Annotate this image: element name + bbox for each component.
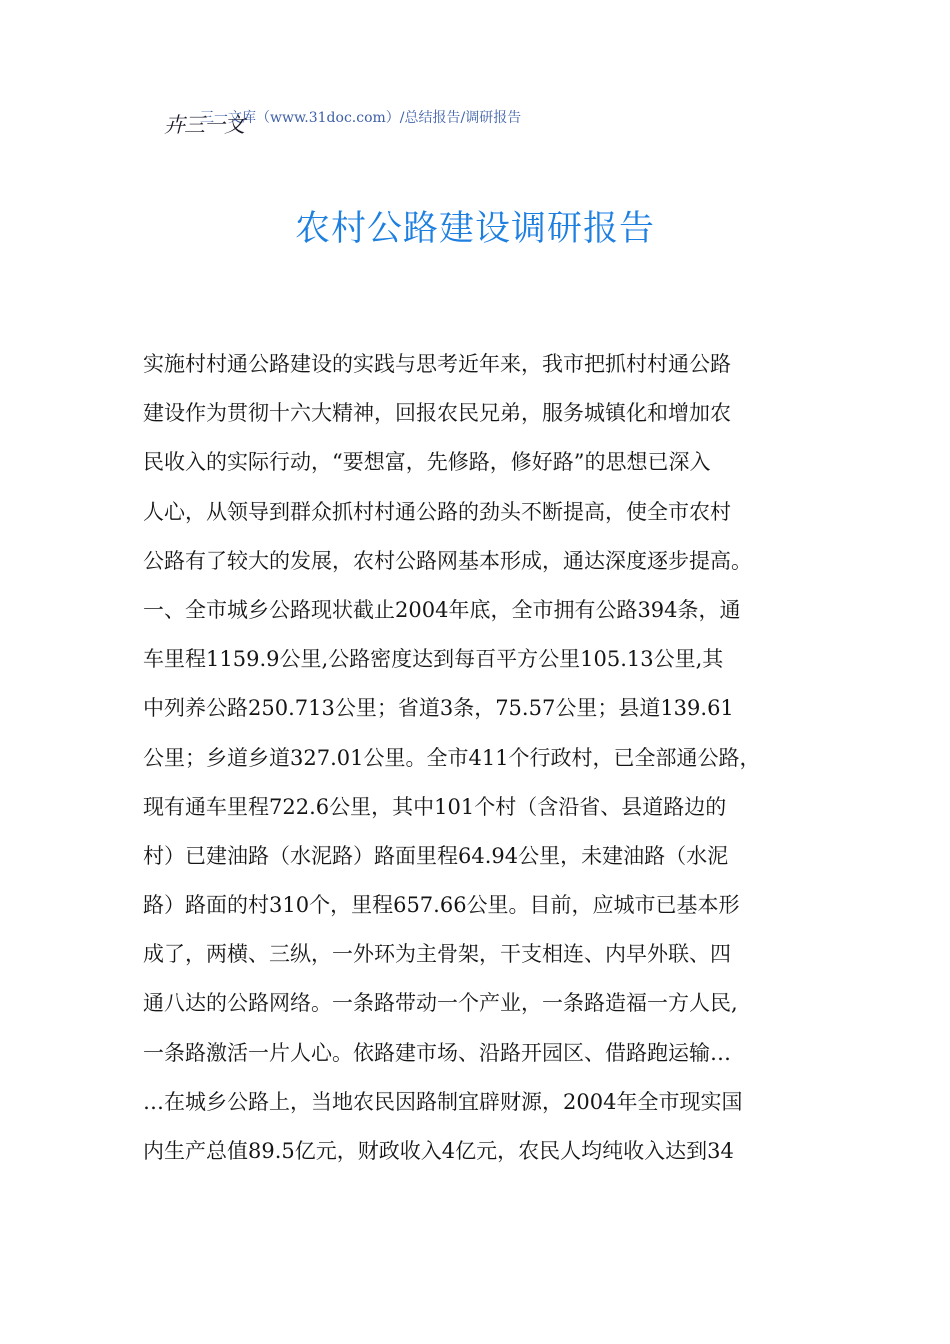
body-line: 一、全市城乡公路现状截止2004年底，全市拥有公路394条，通: [143, 597, 741, 622]
document-title: 农村公路建设调研报告: [294, 209, 655, 249]
body-line: 路）路面的村310个，里程657.66公里。目前，应城市已基本形: [143, 893, 740, 918]
body-line: 村）已建油路（水泥路）路面里程64.94公里，未建油路（水泥: [143, 843, 729, 868]
body-line: …在城乡公路上，当地农民因路制宜辟财源，2004年全市现实国: [143, 1089, 743, 1114]
body-line: 中列养公路250.713公里；省道3条，75.57公里；县道139.61: [143, 696, 734, 721]
body-line: 成了，两横、三纵，一外环为主骨架，干支相连、内早外联、四: [143, 942, 731, 967]
body-line: 人心，从领导到群众抓村村通公路的劲头不断提高，使全市农村: [143, 499, 731, 524]
body-line: 现有通车里程722.6公里，其中101个村（含沿省、县道路边的: [143, 794, 727, 819]
body-line: 一条路激活一片人心。依路建市场、沿路开园区、借路跑运输…: [143, 1040, 731, 1065]
body-line: 内生产总值89.5亿元，财政收入4亿元，农民人均纯收入达到34: [143, 1139, 734, 1163]
document-body: [143, 340, 823, 1176]
body-line: 建设作为贯彻十六大精神，回报农民兄弟，服务城镇化和增加农: [143, 401, 731, 426]
body-line: 公路有了较大的发展，农村公路网基本形成，通达深度逐步提高。: [143, 548, 752, 573]
body-line: 公里；乡道乡道327.01公里。全市411个行政村，已全部通公路，: [143, 745, 761, 770]
body-line: 实施村村通公路建设的实践与思考近年来，我市把抓村村通公路: [143, 352, 731, 376]
site-logo: 卉三一文: [164, 113, 244, 137]
breadcrumb[interactable]: 三一文库（www.31doc.com）/总结报告/调研报告: [200, 110, 522, 126]
body-line: 通八达的公路网络。一条路带动一个产业，一条路造福一方人民,: [143, 991, 738, 1016]
body-line: 民收入的实际行动，“要想富，先修路，修好路”的思想已深入: [143, 450, 711, 475]
page-header: [160, 108, 620, 138]
body-line: 车里程1159.9公里,公路密度达到每百平方公里105.13公里,其: [143, 647, 724, 672]
